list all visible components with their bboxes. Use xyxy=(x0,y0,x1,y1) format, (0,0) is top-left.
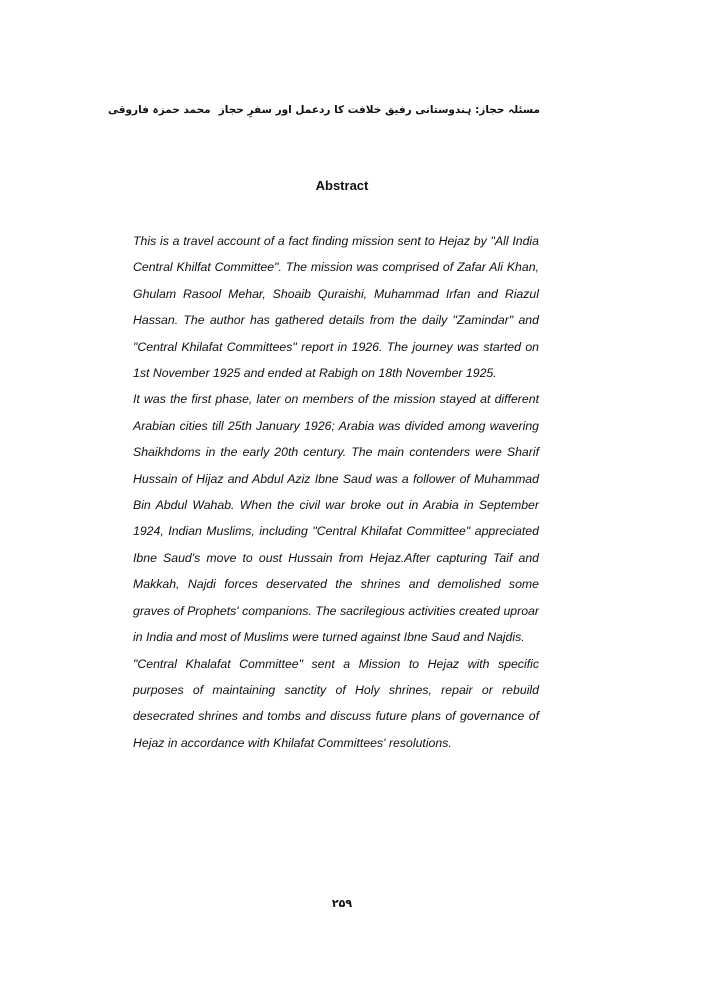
page-number: ۲۵۹ xyxy=(331,897,353,910)
abstract-body xyxy=(133,228,539,756)
abstract-paragraph-1: This is a travel account of a fact finding mission sent to Hejaz by "All India Central Khilfat Committee". The mission was comprised of Zafar Ali Khan, Ghulam Rasool Mehar, Shoaib Quraishi, Muhammad Irfan and Riazul Hassan. The author has gathered details from the daily "Zamindar" and "Central Khilafat Committees" report in 1926. The journey was started on 1st November 1925 and ended at Rabigh on 18th November 1925. xyxy=(133,234,539,381)
abstract-heading: Abstract xyxy=(315,178,369,193)
abstract-paragraph-3: "Central Khalafat Committee" sent a Mission to Hejaz with specific purposes of maintaining sanctity of Holy shrines, repair or rebuild desecrated shrines and tombs and discuss future plans of governance of Hejaz in accordance with Khilafat Committees' resolutions. xyxy=(133,656,539,750)
abstract-paragraph-2: It was the first phase, later on members of the mission stayed at different Arabian cities till 25th January 1926; Arabia was divided among wavering Shaikhdoms in the early 20th century. The main contenders were Sharif Hussain of Hijaz and Abdul Aziz Ibne Saud was a follower of Muhammad Bin Abdul Wahab. When the civil war broke out in Arabia in September 1924, Indian Muslims, including "Central Khilafat Committee" appreciated Ibne Saud's move to oust Hussain from Hejaz.After capturing Taif and Makkah, Najdi forces deservated the shrines and demolished some graves of Prophets' companions. The sacrilegious activities created uproar in India and most of Muslims were turned against Ibne Saud and Najdis. xyxy=(133,392,539,645)
running-header xyxy=(108,104,540,126)
header-author-name: محمد حمزہ فاروقی xyxy=(108,104,211,116)
header-article-title: مسئلہ حجاز: ہندوستانی رفیق خلافت کا ردعمل اور سفرِ حجاز xyxy=(218,104,540,116)
